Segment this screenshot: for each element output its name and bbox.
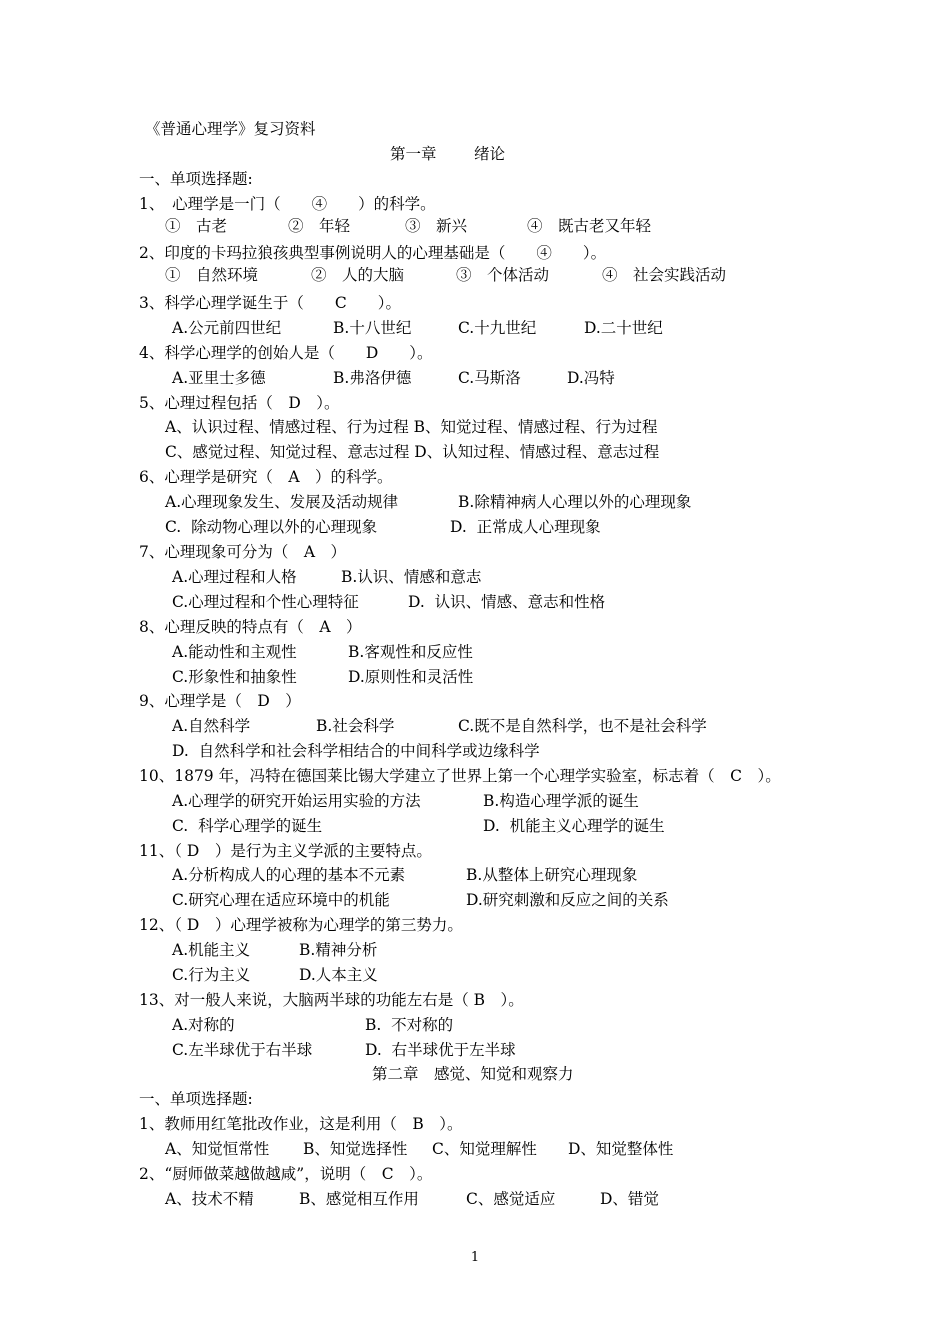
option-d: D.原则性和灵活性 [348,668,474,686]
option-a: A.自然科学 [172,717,251,735]
option-a: A、技术不精 [165,1190,254,1208]
question-stem: 6、心理学是研究（ A ）的科学。 [139,468,393,486]
option-d: D. 自然科学和社会科学相结合的中间科学或边缘科学 [172,742,540,760]
option-c: C. 科学心理学的诞生 [172,817,323,835]
option-b: B.构造心理学派的诞生 [483,792,639,810]
question-stem: 1、 心理学是一门（ ④ ）的科学。 [139,195,436,213]
option-a: A.亚里士多德 [172,369,266,387]
chapter-1-number: 第一章 [390,145,437,163]
option-d: D.人本主义 [299,966,378,984]
option-b: B.认识、情感和意志 [341,568,482,586]
option-d: D.冯特 [567,369,615,387]
option-b: B.精神分析 [299,941,378,959]
question-stem: 10、1879 年，冯特在德国莱比锡大学建立了世界上第一个心理学实验室，标志着（ C ）。 [139,767,781,785]
option-c: C.既不是自然科学，也不是社会科学 [458,717,707,735]
option-d: D、错觉 [600,1190,659,1208]
option-d: D. 右半球优于左半球 [365,1041,516,1059]
option-a: A、知觉恒常性 [165,1140,270,1158]
option-c: ③ 新兴 [405,217,468,235]
option-a: ① 古老 [165,217,228,235]
section-heading: 一、单项选择题: [139,170,253,188]
option-d: D.二十世纪 [584,319,663,337]
question-stem: 13、对一般人来说，大脑两半球的功能左右是（ B ）。 [139,991,524,1009]
option-d: D. 机能主义心理学的诞生 [483,817,665,835]
question-stem: 2、印度的卡玛拉狼孩典型事例说明人的心理基础是（ ④ ）。 [139,244,607,262]
section-heading: 一、单项选择题: [139,1090,253,1108]
option-c: C.左半球优于右半球 [172,1041,313,1059]
option-b: B.除精神病人心理以外的心理现象 [458,493,692,511]
document-title: 《普通心理学》复习资料 [145,120,316,138]
option-a: A.心理学的研究开始运用实验的方法 [172,792,421,810]
option-b: B、知觉选择性 [303,1140,408,1158]
chapter-2-title: 第二章 感觉、知觉和观察力 [372,1065,574,1083]
option-a: A.心理现象发生、发展及活动规律 [165,493,399,511]
option-c: ③ 个体活动 [456,266,550,284]
option-line: C、感觉过程、知觉过程、意志过程 D、认知过程、情感过程、意志过程 [165,443,660,461]
option-b: B.社会科学 [316,717,395,735]
option-a: A.分析构成人的心理的基本不元素 [172,866,406,884]
option-a: A.能动性和主观性 [172,643,297,661]
question-stem: 8、心理反映的特点有（ A ） [139,618,362,636]
option-d: ④ 社会实践活动 [602,266,727,284]
option-d: D. 正常成人心理现象 [450,518,601,536]
question-stem: 9、心理学是（ D ） [139,692,301,710]
option-c: C.马斯洛 [458,369,521,387]
option-a: A.机能主义 [172,941,251,959]
option-c: C、感觉适应 [466,1190,556,1208]
question-stem: 7、心理现象可分为（ A ） [139,543,347,561]
option-b: B.十八世纪 [333,319,412,337]
question-stem: 2、“厨师做菜越做越咸”，说明（ C ）。 [139,1165,433,1183]
option-b: B.弗洛伊德 [333,369,412,387]
option-c: C.行为主义 [172,966,251,984]
option-d: D、知觉整体性 [568,1140,674,1158]
question-stem: 12、（ D ）心理学被称为心理学的第三势力。 [139,916,463,934]
question-stem: 4、科学心理学的创始人是（ D ）。 [139,344,433,362]
option-d: ④ 既古老又年轻 [527,217,652,235]
option-a: A.公元前四世纪 [172,319,282,337]
option-c: C. 除动物心理以外的心理现象 [165,518,378,536]
option-a: ① 自然环境 [165,266,259,284]
option-b: B.客观性和反应性 [348,643,473,661]
chapter-1-name: 绪论 [474,145,506,163]
option-c: C.研究心理在适应环境中的机能 [172,891,390,909]
option-line: A、认识过程、情感过程、行为过程 B、知觉过程、情感过程、行为过程 [165,418,658,436]
option-a: A.对称的 [172,1016,235,1034]
option-b: B、感觉相互作用 [299,1190,419,1208]
option-d: D. 认识、情感、意志和性格 [408,593,606,611]
option-c: C.心理过程和个性心理特征 [172,593,359,611]
question-stem: 11、（ D ）是行为主义学派的主要特点。 [139,842,432,860]
option-b: B.从整体上研究心理现象 [466,866,638,884]
option-a: A.心理过程和人格 [172,568,297,586]
option-b: ② 年轻 [288,217,351,235]
question-stem: 1、教师用红笔批改作业，这是利用（ B ）。 [139,1115,463,1133]
option-b: B. 不对称的 [365,1016,454,1034]
option-c: C、知觉理解性 [432,1140,537,1158]
page-number: 1 [470,1250,480,1265]
question-stem: 3、科学心理学诞生于（ C ）。 [139,294,401,312]
option-c: C.形象性和抽象性 [172,668,297,686]
option-b: ② 人的大脑 [311,266,405,284]
option-c: C.十九世纪 [458,319,537,337]
question-stem: 5、心理过程包括（ D ）。 [139,394,340,412]
option-d: D.研究刺激和反应之间的关系 [466,891,669,909]
